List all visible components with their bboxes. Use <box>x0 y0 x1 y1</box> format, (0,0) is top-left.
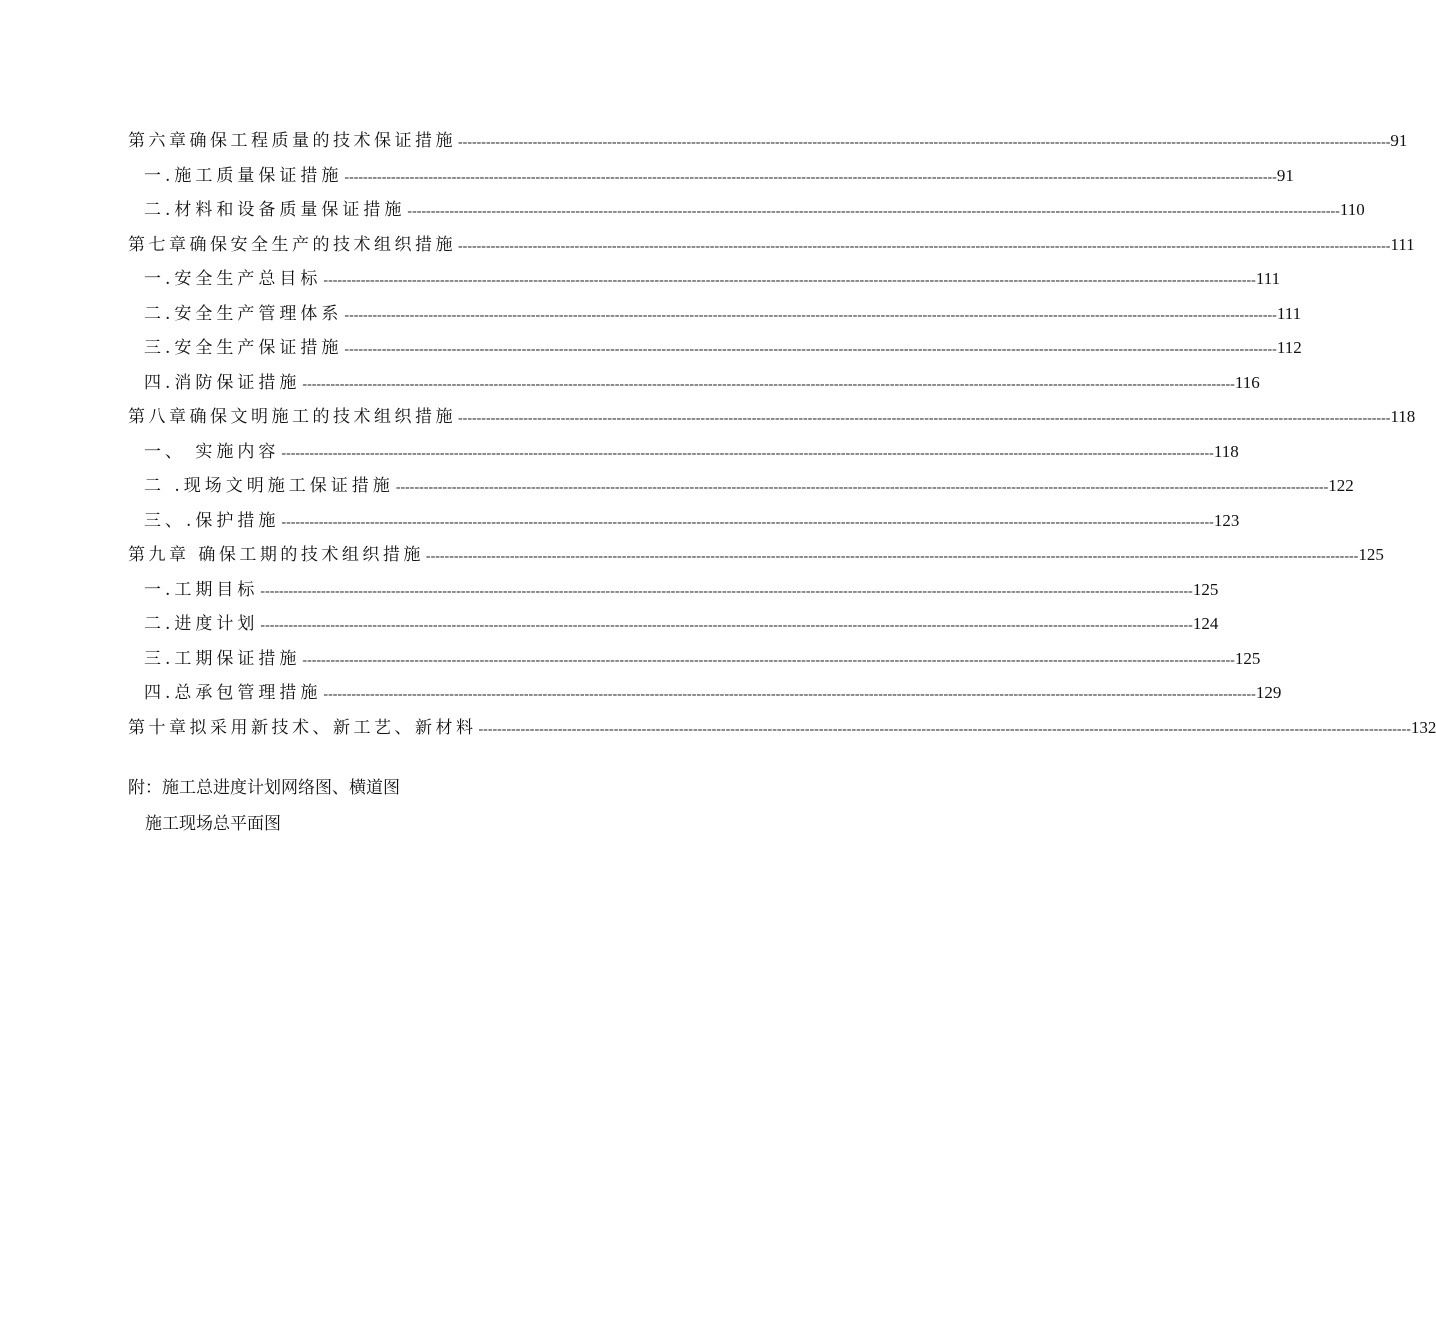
toc-entry-page-number: 91 <box>1276 165 1294 185</box>
toc-entry-title: 二.安全生产管理体系 <box>144 303 343 324</box>
toc-entry-page-number: 112 <box>1276 338 1302 357</box>
toc-dot-leader: -------------------------------------------------------------------------------------------------------------------------------------------------------------------------------------------------------- <box>281 514 1214 530</box>
toc-entry-page-number: 118 <box>1213 441 1239 461</box>
toc-section-entry <box>128 607 1219 642</box>
toc-entry-page-number: 116 <box>1234 372 1260 392</box>
toc-entry-title: 三.安全生产保证措施 <box>144 338 343 358</box>
toc-entry-title: 第六章确保工程质量的技术保证措施 <box>128 131 456 151</box>
toc-entry-page-number: 91 <box>1390 131 1408 150</box>
toc-entry-title: 一.施工质量保证措施 <box>144 165 343 186</box>
toc-entry-page-number: 129 <box>1255 683 1282 702</box>
toc-entry-title: 四.消防保证措施 <box>144 372 301 393</box>
toc-section-entry <box>128 469 1354 504</box>
toc-entry-page-number: 110 <box>1339 200 1365 219</box>
toc-section-entry <box>128 642 1261 677</box>
toc-entry-page-number: 111 <box>1255 269 1281 288</box>
toc-dot-leader: -------------------------------------------------------------------------------------------------------------------------------------------------------------------------------------------------------- <box>302 376 1235 392</box>
toc-entry-page-number: 111 <box>1390 234 1415 254</box>
table-of-contents <box>128 124 1436 745</box>
toc-entry-page-number: 122 <box>1328 476 1354 495</box>
toc-entry-page-number: 132 <box>1410 717 1436 737</box>
toc-entry-title: 二.进度计划 <box>144 614 259 634</box>
toc-section-entry <box>128 573 1219 608</box>
toc-entry-title: 第十章拟采用新技术、新工艺、新材料 <box>128 717 477 738</box>
toc-chapter-entry <box>128 228 1415 263</box>
toc-entry-page-number: 125 <box>1234 648 1261 668</box>
toc-dot-leader: -------------------------------------------------------------------------------------------------------------------------------------------------------------------------------------------------------- <box>407 204 1340 219</box>
toc-entry-title: 第九章 确保工期的技术组织措施 <box>128 545 424 565</box>
toc-dot-leader: -------------------------------------------------------------------------------------------------------------------------------------------------------------------------------------------------------- <box>344 307 1277 323</box>
toc-chapter-entry <box>128 711 1436 746</box>
toc-entry-title: 二.材料和设备质量保证措施 <box>144 200 406 220</box>
toc-section-entry <box>128 676 1282 711</box>
appendix-block <box>128 772 400 840</box>
toc-chapter-entry <box>128 538 1384 573</box>
toc-entry-title: 第七章确保安全生产的技术组织措施 <box>128 234 456 255</box>
toc-section-entry <box>128 262 1281 297</box>
toc-entry-page-number: 123 <box>1213 510 1240 530</box>
toc-dot-leader: -------------------------------------------------------------------------------------------------------------------------------------------------------------------------------------------------------- <box>478 721 1411 737</box>
toc-entry-title: 一.工期目标 <box>144 579 259 600</box>
toc-dot-leader: -------------------------------------------------------------------------------------------------------------------------------------------------------------------------------------------------------- <box>458 238 1391 254</box>
toc-dot-leader: -------------------------------------------------------------------------------------------------------------------------------------------------------------------------------------------------------- <box>458 411 1391 426</box>
toc-chapter-entry <box>128 124 1408 159</box>
toc-section-entry <box>128 159 1294 194</box>
toc-dot-leader: -------------------------------------------------------------------------------------------------------------------------------------------------------------------------------------------------------- <box>302 652 1235 668</box>
toc-entry-title: 三.工期保证措施 <box>144 648 301 669</box>
toc-entry-title: 二 .现场文明施工保证措施 <box>144 476 394 496</box>
toc-dot-leader: -------------------------------------------------------------------------------------------------------------------------------------------------------------------------------------------------------- <box>260 618 1193 633</box>
toc-entry-title: 一、 实施内容 <box>144 441 280 462</box>
toc-dot-leader: -------------------------------------------------------------------------------------------------------------------------------------------------------------------------------------------------------- <box>323 273 1256 288</box>
toc-dot-leader: -------------------------------------------------------------------------------------------------------------------------------------------------------------------------------------------------------- <box>260 583 1193 599</box>
toc-section-entry <box>128 435 1239 470</box>
appendix-line-2: 施工现场总平面图 <box>145 814 281 834</box>
toc-dot-leader: -------------------------------------------------------------------------------------------------------------------------------------------------------------------------------------------------------- <box>281 445 1214 461</box>
toc-dot-leader: -------------------------------------------------------------------------------------------------------------------------------------------------------------------------------------------------------- <box>395 480 1329 495</box>
toc-dot-leader: -------------------------------------------------------------------------------------------------------------------------------------------------------------------------------------------------------- <box>344 169 1277 185</box>
toc-dot-leader: -------------------------------------------------------------------------------------------------------------------------------------------------------------------------------------------------------- <box>458 135 1391 150</box>
toc-section-entry <box>128 504 1240 539</box>
toc-entry-title: 第八章确保文明施工的技术组织措施 <box>128 407 456 427</box>
toc-entry-page-number: 124 <box>1192 614 1219 633</box>
toc-entry-title: 四.总承包管理措施 <box>144 683 322 703</box>
toc-entry-page-number: 125 <box>1192 579 1219 599</box>
toc-section-entry <box>128 193 1365 228</box>
toc-section-entry <box>128 297 1302 332</box>
toc-entry-page-number: 118 <box>1390 407 1416 426</box>
toc-entry-page-number: 111 <box>1276 303 1302 323</box>
toc-entry-title: 三、.保护措施 <box>144 510 280 531</box>
toc-dot-leader: -------------------------------------------------------------------------------------------------------------------------------------------------------------------------------------------------------- <box>344 342 1277 357</box>
toc-entry-title: 一.安全生产总目标 <box>144 269 322 289</box>
toc-dot-leader: -------------------------------------------------------------------------------------------------------------------------------------------------------------------------------------------------------- <box>323 687 1256 702</box>
toc-dot-leader: -------------------------------------------------------------------------------------------------------------------------------------------------------------------------------------------------------- <box>425 549 1359 564</box>
appendix-line-1: 附：施工总进度计划网络图、横道图 <box>128 778 400 798</box>
toc-entry-page-number: 125 <box>1358 545 1384 564</box>
toc-section-entry <box>128 366 1260 401</box>
toc-chapter-entry <box>128 400 1416 435</box>
toc-section-entry <box>128 331 1302 366</box>
